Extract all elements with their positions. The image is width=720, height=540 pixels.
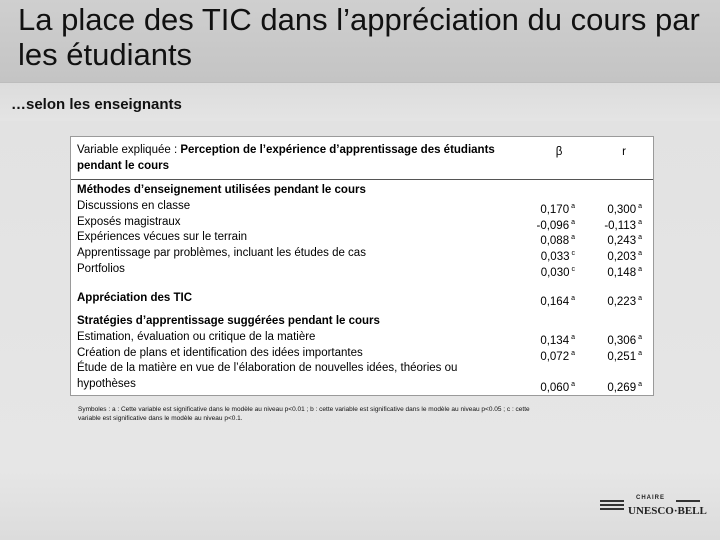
slide-title: La place des TIC dans l’appréciation du cours par les étudiants [18,2,700,72]
strategy-row-r-value [576,377,642,397]
method-row-label: Apprentissage par problèmes, incluant les études de cas [77,247,366,260]
section-tic-r-value: 0,223 [607,295,637,308]
r-significance: a [638,203,642,210]
beta-number: 0,033 [540,250,570,263]
header-beta: β [555,146,563,158]
method-row-label: Portfolios [77,262,125,275]
r-significance: a [638,250,642,258]
method-row-label: Discussions en classe [77,200,191,212]
r-significance: a [638,234,642,242]
method-row-r-value [576,262,642,282]
strategy-row-label: Étude de la matière en vue de l’élaboration de nouvelles idées, théories ou [77,362,458,375]
section-tic-r-sup: a [638,295,642,302]
strategy-row-beta-value [511,346,575,366]
beta-number: 0,030 [540,266,570,279]
section-tic-beta-value: 0,164 [540,295,570,308]
r-significance: a [638,349,642,357]
strategy-row-label: Création de plans et identification des idées importantes [77,346,363,359]
header-variable [77,143,502,174]
section-strategies-title: Stratégies d’apprentissage suggérées pendant le cours [77,315,380,327]
beta-number: -0,096 [536,219,570,232]
r-number: 0,203 [607,250,637,263]
beta-number: 0,088 [540,235,570,248]
beta-number: 0,072 [540,350,570,363]
logo-bottom-text: UNESCO·BELL [628,505,707,517]
section-tic-beta [511,291,575,311]
section-methods-title: Méthodes d’enseignement utilisées pendant le cours [77,184,366,196]
r-number: 0,243 [607,235,637,248]
beta-number: 0,134 [540,334,570,347]
section-tic-r [576,291,642,311]
header-variable-name: Perception de l’expérience d’apprentissage des étudiants pendant le cours [77,144,495,172]
header-r: r [622,146,626,158]
slide-subtitle: …selon les enseignants [11,96,182,113]
header-variable-prefix: Variable expliquée : [77,144,181,156]
beta-significance: a [571,349,575,357]
beta-significance: c [571,265,575,273]
footnote-line-1: Symboles : a : Cette variable est significative dans le modèle au niveau p<0.01 ; b : cette variable est significative dans le modèle au niveau p<0.05 ; c : cette [78,406,530,413]
r-significance: a [638,334,642,341]
beta-significance: a [571,381,575,389]
beta-significance: c [571,250,575,258]
section-tic-beta-sup: a [571,295,575,302]
strategy-row-r-value [576,346,642,366]
method-row-label: Exposés magistraux [77,215,181,228]
r-significance: a [638,218,642,226]
r-significance: a [638,381,642,389]
r-number: 0,306 [607,334,637,347]
method-row-beta-value [511,262,575,282]
r-number: 0,148 [607,266,637,279]
r-number: 0,251 [607,350,637,363]
beta-significance: a [571,334,575,341]
beta-significance: a [571,218,575,226]
section-tic-title: Appréciation des TIC [77,292,193,304]
method-row-label: Expériences vécues sur le terrain [77,231,248,244]
beta-number: 0,170 [540,203,570,216]
footnote-line-2: variable est significative dans le modèle au niveau p<0.1. [78,415,243,422]
beta-number: 0,060 [540,381,570,394]
table-header [71,137,653,180]
results-table [70,136,654,396]
footnote [78,405,638,423]
r-number: 0,269 [607,381,637,394]
r-number: -0,113 [604,219,637,232]
logo-top-text: CHAIRE [636,495,666,501]
strategy-row-label: Estimation, évaluation ou critique de la matière [77,331,316,343]
strategy-row-label: hypothèses [77,378,136,391]
strategy-row-beta-value [511,377,575,397]
beta-significance: a [571,234,575,242]
beta-significance: a [571,203,575,210]
r-significance: a [638,265,642,273]
r-number: 0,300 [607,203,637,216]
